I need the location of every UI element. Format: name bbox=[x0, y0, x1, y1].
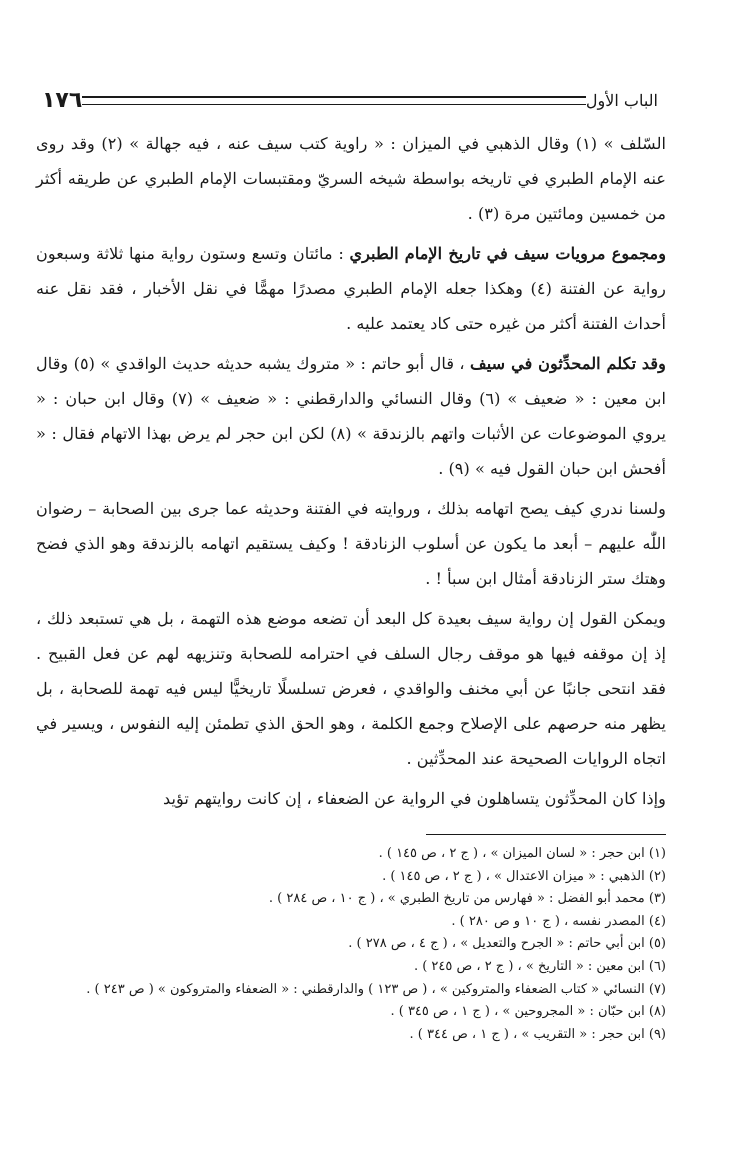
footnote-6: (٦) ابن معين : « التاريخ » ، ( ج ٢ ، ص ٢٤٥ ) . bbox=[413, 958, 666, 974]
paragraph-4 bbox=[36, 491, 666, 596]
paragraph-text: وإذا كان المحدِّثون يتساهلون في الرواية عن الضعفاء ، إن كانت روايتهم تؤيد bbox=[162, 789, 666, 808]
footnote-8: (٨) ابن حبّان : « المجروحين » ، ( ج ١ ، ص ٣٤٥ ) . bbox=[390, 1004, 666, 1020]
footnote-4: (٤) المصدر نفسه ، ( ج ١٠ و ص ٢٨٠ ) . bbox=[451, 913, 666, 929]
header-rule bbox=[82, 96, 586, 105]
paragraph-text: : مائتان وتسع وستون رواية منها ثلاثة وسبعون رواية عن الفتنة (٤) وهكذا جعله الإمام الطبري مصدرًا مهمًّا في نقل الأخبار ، فقد نقل عنه أحداث الفتنة أكثر من غيره حتى كاد يعتمد عليه . bbox=[36, 244, 666, 333]
footnote-1: (١) ابن حجر : « لسان الميزان » ، ( ج ٢ ، ص ١٤٥ ) . bbox=[378, 846, 666, 861]
book-page bbox=[36, 84, 666, 1046]
footnote-2: (٢) الذهبي : « ميزان الاعتدال » ، ( ج ٢ ، ص ١٤٥ ) . bbox=[382, 868, 666, 884]
paragraph-3 bbox=[36, 346, 666, 486]
paragraph-text: السّلف » (١) وقال الذهبي في الميزان : « راوية كتب سيف عنه ، فيه جهالة » (٢) وقد روى عنه الإمام الطبري في تاريخه بواسطة شيخه السريّ ومقتبسات الإمام الطبري عن طريقه أكثر من خمسين ومائتين مرة (٣) . bbox=[36, 134, 666, 223]
paragraph-text: ، قال أبو حاتم : « متروك يشبه حديثه حديث الواقدي » (٥) وقال ابن معين : « ضعيف » (٦) وقال النسائي والدارقطني : « ضعيف » (٧) وقال ابن حبان : « يروي الموضوعات عن الأثبات واتهم بالزندقة » (٨) لكن ابن حجر لم يرض بهذا الاتهام فقال : « أفحش ابن حبان القول فيه » (٩) . bbox=[36, 354, 667, 478]
chapter-title: الباب الأول bbox=[585, 90, 658, 110]
footnote-5: (٥) ابن أبي حاتم : « الجرح والتعديل » ، ( ج ٤ ، ص ٢٧٨ ) . bbox=[348, 936, 666, 952]
footnote-7: (٧) النسائي « كتاب الضعفاء والمتروكين » ، ( ص ١٢٣ ) والدارقطني : « الضعفاء والمتروكون » ( ص ٢٤٣ ) . bbox=[86, 981, 666, 997]
footnote-9: (٩) ابن حجر : « التقريب » ، ( ج ١ ، ص ٣٤٤ ) . bbox=[409, 1026, 666, 1042]
footnote-separator bbox=[426, 834, 666, 835]
body-text bbox=[36, 126, 666, 816]
paragraph-1 bbox=[36, 126, 666, 231]
paragraph-2 bbox=[36, 236, 666, 341]
page-number: ١٧٦ bbox=[42, 87, 83, 113]
footnotes bbox=[36, 843, 666, 1046]
paragraph-6 bbox=[36, 781, 666, 816]
paragraph-lead: ومجموع مرويات سيف في تاريخ الإمام الطبري bbox=[349, 244, 667, 263]
footnote-3: (٣) محمد أبو الفضل : « فهارس من تاريخ الطبري » ، ( ج ١٠ ، ص ٢٨٤ ) . bbox=[268, 891, 666, 907]
paragraph-text: ويمكن القول إن رواية سيف بعيدة كل البعد أن تضعه موضع هذه التهمة ، بل هي تستبعد ذلك ، إذ إن موقفه فيها هو موقف رجال السلف في احترامه للصحابة وتنزيهه لهم عن فعل القبيح . فقد انتحى جانبًا عن أبي مخنف والواقدي ، فعرض تسلسلًا تاريخيًّا ليس فيه تهمة للصحابة ، بل يظهر منه حرصهم على الإصلاح وجمع الكلمة ، وهو الحق الذي تطمئن إليه النفوس ، ويسير في اتجاه الروايات الصحيحة عند المحدِّثين . bbox=[36, 609, 666, 768]
paragraph-lead: وقد تكلم المحدِّثون في سيف bbox=[470, 354, 666, 373]
paragraph-text: ولسنا ندري كيف يصح اتهامه بذلك ، وروايته في الفتنة وحديثه عما جرى بين الصحابة – رضوان اللّٰه عليهم – أبعد ما يكون عن أسلوب الزنادقة ! وكيف يستقيم اتهامه بالزندقة وهو الذي فضح وهتك ستر الزنادقة أمثال ابن سبأ ! . bbox=[36, 499, 666, 588]
running-header bbox=[36, 84, 666, 116]
paragraph-5 bbox=[36, 601, 666, 776]
